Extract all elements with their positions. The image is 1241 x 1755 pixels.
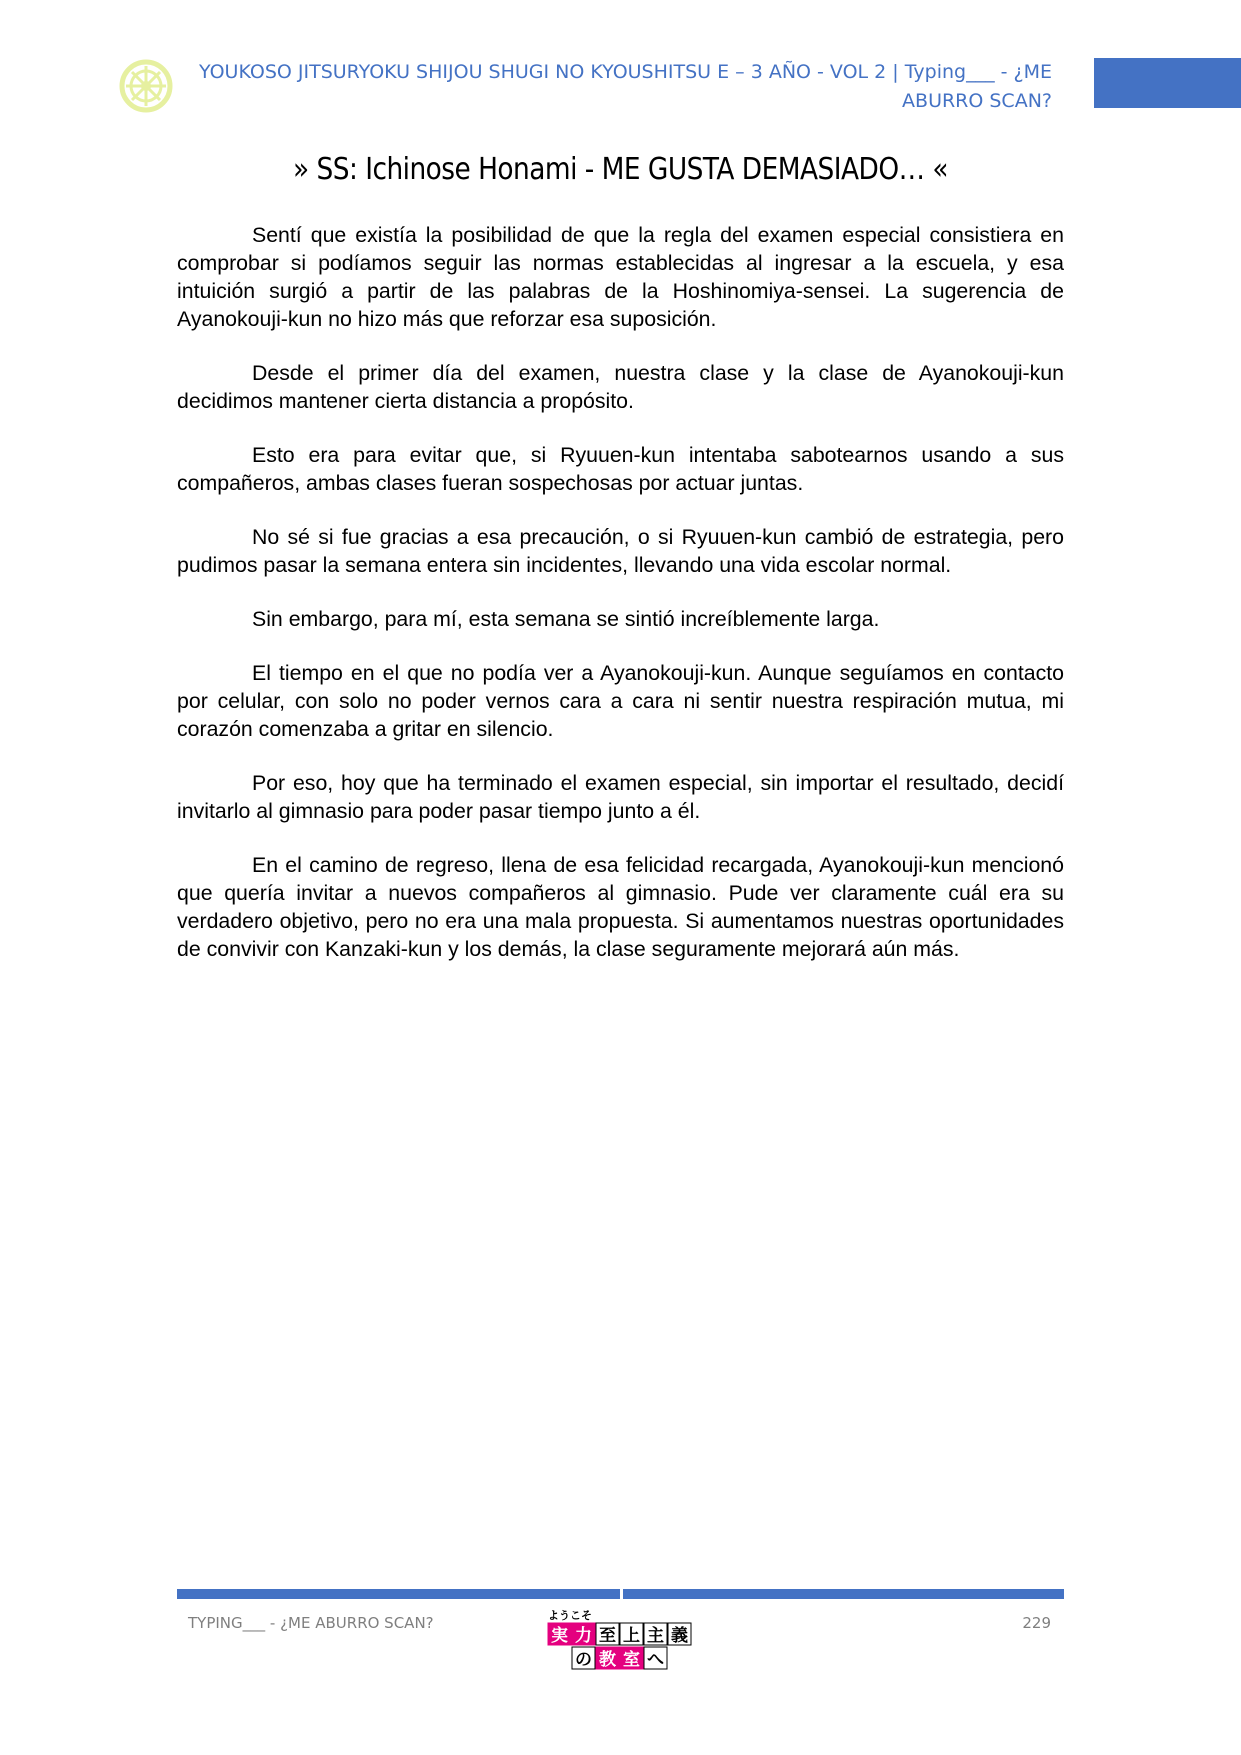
body-text bbox=[177, 221, 1064, 989]
logo-char: 教 bbox=[599, 1650, 616, 1670]
logo-char: 実 bbox=[551, 1626, 568, 1646]
logo-char: 上 bbox=[623, 1626, 640, 1646]
logo-char: 力 bbox=[575, 1626, 592, 1646]
paragraph: El tiempo en el que no podía ver a Ayanokouji-kun. Aunque seguíamos en contacto por celular, con solo no poder vernos cara a cara ni sentir nuestra respiración mutua, mi corazón comenzaba a gritar en silencio. bbox=[177, 661, 1064, 741]
paragraph: Sin embargo, para mí, esta semana se sintió increíblemente larga. bbox=[252, 607, 880, 631]
logo-char: 至 bbox=[599, 1626, 616, 1646]
logo-char: 室 bbox=[623, 1650, 640, 1670]
series-emblem-icon bbox=[119, 59, 173, 113]
logo-char: へ bbox=[647, 1650, 664, 1670]
paragraph: Desde el primer día del examen, nuestra clase y la clase de Ayanokouji-kun decidimos mantener cierta distancia a propósito. bbox=[177, 361, 1064, 413]
logo-char: の bbox=[575, 1650, 592, 1670]
header-accent-bar bbox=[1094, 58, 1241, 108]
paragraph: No sé si fue gracias a esa precaución, o si Ryuuen-kun cambió de estrategia, pero pudimos pasar la semana entera sin incidentes, llevando una vida escolar normal. bbox=[177, 525, 1064, 577]
paragraph: En el camino de regreso, llena de esa felicidad recargada, Ayanokouji-kun mencionó que quería invitar a nuevos compañeros al gimnasio. Pude ver claramente cuál era su verdadero objetivo, pero no era una mala propuesta. Si aumentamos nuestras oportunidades de convivir con Kanzaki-kun y los demás, la clase seguramente mejorará aún más. bbox=[177, 853, 1064, 961]
logo-char: 義 bbox=[671, 1626, 688, 1646]
paragraph: Por eso, hoy que ha terminado el examen especial, sin importar el resultado, decidí invitarlo al gimnasio para poder pasar tiempo junto a él. bbox=[177, 771, 1064, 823]
page-number: 229 bbox=[1022, 1614, 1051, 1632]
paragraph: Sentí que existía la posibilidad de que la regla del examen especial consistiera en comprobar si podíamos seguir las normas establecidas al ingresar a la escuela, y esa intuición surgió a partir de las palabras de la Hoshinomiya-sensei. La sugerencia de Ayanokouji-kun no hizo más que reforzar esa suposición. bbox=[177, 223, 1064, 331]
series-title-logo bbox=[546, 1607, 694, 1673]
footer-credit: TYPING___ - ¿ME ABURRO SCAN? bbox=[188, 1614, 434, 1632]
logo-top-text: ようこそ bbox=[548, 1609, 592, 1622]
running-header: YOUKOSO JITSURYOKU SHIJOU SHUGI NO KYOUSHITSU E – 3 AÑO - VOL 2 | Typing___ - ¿ME ABURRO SCAN? bbox=[199, 61, 1052, 112]
paragraph: Esto era para evitar que, si Ryuuen-kun intentaba sabotearnos usando a sus compañeros, ambas clases fueran sospechosas por actuar juntas. bbox=[177, 443, 1064, 495]
chapter-title: » SS: Ichinose Honami - ME GUSTA DEMASIADO… « bbox=[293, 152, 948, 187]
logo-char: 主 bbox=[647, 1626, 664, 1646]
footer-divider bbox=[177, 1589, 1064, 1599]
